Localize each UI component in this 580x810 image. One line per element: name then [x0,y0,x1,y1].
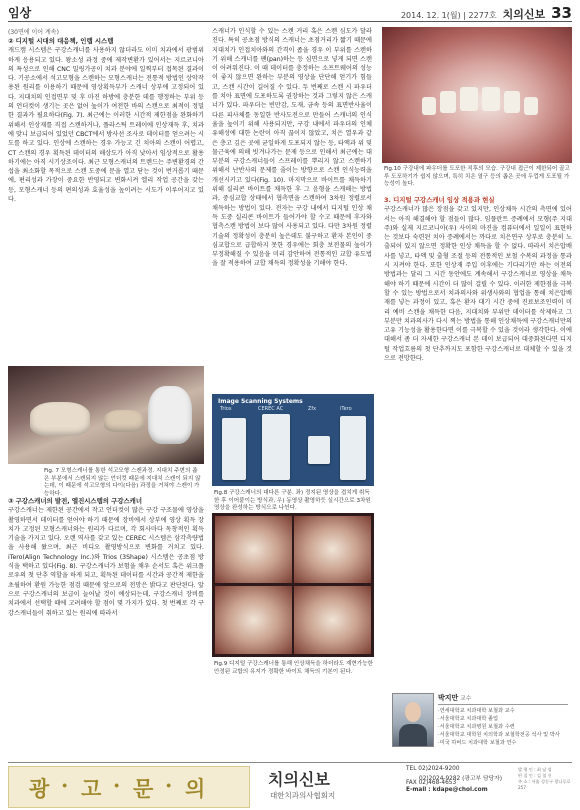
ad-logo-area [258,766,398,806]
ad-banner [8,766,572,806]
author-face-shape [405,702,421,722]
scanner-label: CEREC AC [258,406,284,412]
scanner-device-shape [308,436,330,464]
ad-inquiry-box [8,766,250,808]
section-heading-intraoral: ③ 구강스캐너의 발전, 엘진시스템의 구강스캐너 [8,497,143,505]
contact-tel-2: 02)2024-9282 (광고부 담당자) [419,776,503,782]
affiliation-item: ·미국 하버드 치과대학 보철과 연수 [438,740,517,746]
imprint-line: 편 집 인 : 김 철 신 [518,773,552,778]
dental-model-shape [30,402,90,436]
contact-tel: TEL 02)2024-9200 [406,766,460,772]
clinical-photo-panel [294,586,371,654]
affiliation-item: ·서울대학교 대학원 치의학과 보철학전공 석사 및 박사 [438,732,560,738]
author-rule [438,704,568,705]
clinical-photo-panel [215,516,292,583]
scanner-device-shape [222,418,246,480]
ad-rule [8,762,572,763]
figure-8-image [212,394,374,486]
clinical-photo-panel [215,586,292,654]
clinical-photo-panel [294,516,371,583]
figure-10-image [382,27,572,163]
ad-char: · [113,773,121,798]
figure-8-brand: Image Scanning Systems [218,398,303,405]
imprint-line: 주 소 : 서울 성동구 광나루로 257 [518,779,571,790]
ad-char: 문 [133,776,154,801]
column-1-top [8,27,204,362]
tooth-shape [460,87,478,111]
contact-email: E-mail : kdape@chol.com [406,787,488,793]
body-text: 캐드캠 시스템은 구강스캐너를 사용하지 않더라도 이미 치과에서 광범위하게 응용되고 있다. 왕소성 과정 중에 제작변환가 있어서는 지르코니아의 특성으로 인해 CNC 밀링가공이 치과 분야에 일찍부터 접목된 결과이다. 기공소에서 석고모형을 스캔하는 모형스캐너는 전통적 방법인 상악작용된 원리를 이용하기 때문에 영상획득부가 스캐너 상부에 고정되어 있다. 지대치의 인접면부 및 후 마진 하방에 충분한 데를 행정하는 부위 등의 언더컷이 생기는 곳은 없어 높이가 여전한 바의 스캔으로 최적이 정밀한 결과가 필요하다(Fig. 7). 최근에는 이러한 시간적 제한점을 완화하기 위해서 인상재를 직접 스캔하거나, 플라스틱 트레이에 인상재득 후, 치과에 맞니 보급되어 있었던 CBCT에서 방사선 조사로 데이터를 얻으려는 시도를 하고 있다. 인상에 스캔하는 경우 가능고 긴 치아의 스캔이 어렵고, CT 스캔의 경우 획득된 데이터의 해상도가 아직 낮아서 임상적으로 활용하기에는 아직 시기상조이다. 최근 모형스캐너의 트렌드는 주변환경의 간섭을 최소화할 목적으로 스캔 도중에 문을 열고 닫는 것이 번거롭기 때문에, 편리성과 가장이 중요한 반영되고 변화시켜 엘리 작업 공간을 갖는 등, 모형스캐너 등의 편의성과 효율성을 높이려는 시도가 이루어지고 있다. [8,47,204,204]
tooth-shape [524,97,538,115]
column-2-top [212,27,372,387]
ad-char: · [61,773,69,798]
tooth-shape [504,91,520,113]
ad-char: 의 [185,776,206,801]
ad-contact [406,766,572,806]
author-affiliations [438,707,560,747]
tooth-shape [440,91,456,113]
body-text: 스캐너가 인식할 수 있는 스캔 거리 혹은 스캔 심도가 달라진다. 특히 공초점 방식의 스캐너는 초점거리가 짧기 때문에 지대치가 인접치아와의 간격이 좁을 경우 이 부위를 스캔하기 위해 스캐너를 팬(pan)하는 등 심면으로 넣게 되면 스캔이 어려워진다. 이 때 데이터를 충정하는 소프트웨어의 성능이 좋지 않으면 완하는 부분의 영상을 단단해 얻기가 힘들고, 스캔 시간이 길어질 수 있다. 두 번째로 스캔 시 파우더를 치아 표면에 도포하도록 권장하는 것과 그렇지 않은 스캐너가 있다. 파우더는 빈만감, 도재, 금속 등의 표면반사율이 다른 피사체를 동일한 반사도전으로 만들어 스캐너의 인식율을 높이기 위해 사용되지만, 구강 내에서 파우더의 인체 유해성에 대한 논란이 아직 끊이지 않았고, 치은 열우과 같은 층고 깊은 곳에 균일하게 도포되지 않는 등, 타액과 위 및 물근육에 의해 빗겨나가는 문제 등으로 인해서 최근에는 대부분의 구강스캐너들이 스프레이를 뿌리지 않고 스캔하기 위해서 난반사의 문제를 줄이는 방향으로 스캔 인식능력을 개선시키고 있다(Fig. 10). 마지막으로 바이트를 채득하기 위해 실리콘 바이트를 채득한 후 그 음형을 스캐해는 방법과, 중심교합 상태에서 협측면을 스캔하여 3차원 정렬로서 채득하는 방법이 있다. 전자는 구강 내에서 디지털 인상 채득 도중 실리콘 바이트가 들어가야 할 수고 때문에 후자와 협측스캔 방법이 보다 많이 사용되고 있다. 다만 3차원 정렬 기술의 정확성이 충분히 높은데도 불구하고 환자 본인이 중심교합으로 급합하지 못한 경우에는 회충 보전물의 높이가 부정확해질 수 있음을 미리 감안하여 전통적인 교합 유도법을 잘 적용하여 교합 채득의 정확성을 기해야 한다. [212,28,372,268]
column-1-bottom [8,497,204,759]
page-number: 33 [551,4,572,22]
ad-char: 고 [81,776,102,801]
author-body-shape [399,724,427,746]
figure-8-caption: Fig.8 구강스캐너의 대다른 구분. 좌) 정지된 영상을 겹치게 취득한 후 이어붙이는 방식과, 우) 동영상 촬영하듯 실시간으로 3차원 영상을 완성하는 방식으로 나뉜다. [214,490,371,512]
scanner-label: Trios [220,406,232,412]
figure-7-caption: Fig. 7 모형스캐너를 통한 석고모형 스캔과정. 지대치 주변의 좁은 부분에서 스캔되지 않는 언더컷 때문에 지대치 스캔이 되지 않는데, 이 때문에 석고모형의 다이(다음) 과정을 거쳐야 스캔이 가능하다. [44,468,201,497]
tooth-shape [482,87,500,111]
figure-9-caption: Fig.9 디지털 구강스캐너를 통해 인상채득을 하더라도 재현가능한 안정된 교합의 유지가 정확한 바이트 채득의 기본이 된다. [214,661,374,675]
imprint-line: 발 행 인 : 최 남 섭 [518,767,552,772]
figure-9-image [212,513,374,657]
author-name [438,693,471,703]
author-name-text: 박지만 [438,694,459,702]
scanner-device-shape [262,414,290,480]
section-title: 임상 [8,6,32,20]
affiliation-item: ·서울대학교 치과병원 보철과 수련 [438,724,515,730]
author-title: 교수 [460,696,472,702]
contact-fax: FAX 02)468-4653 [406,780,457,786]
affiliation-item: ·연세대학교 치과대학 보철과 교수 [438,708,515,714]
ad-char: 광 [29,776,50,801]
tooth-shape [422,97,436,115]
column-3 [384,196,572,688]
scanner-device-shape [148,386,192,444]
figure-7-image [8,366,204,464]
continued-note: (30면에 이어 계속) [8,29,59,36]
dental-model-shape [104,410,144,432]
header-rule [8,21,572,22]
scanner-label: Zfx [308,406,317,412]
body-text: 구강스캐너가 많은 장점을 갖고 있지만, 인상채득 시간의 측면에 있어서는 아직 해결해야 할 점들이 많다. 임플란트 증례에서 모형(주 지대주)와 실제 지르코니아(우) 사이의 마진을 컴퓨터에서 일일이 표현하는 것보다 숙련된 치아 증례에서는 까다로 치은연구 상부로 충분히 노출되어 있지 않으면 정확한 인상 채득을 할 수 없다. 따라서 치은압배사를 넣고, 타액 및 출혈 조절 등의 전통적인 보철 수복의 과정을 통과시 지켜야 한다. 또한 인상재 주입 이후에는 기다리기만 하는 이전의 방법과는 달리 그 시간 동안에도 계속해서 구강스캐너로 영상을 채득해야 하기 때문에 시간이 더 많이 걸릴 수 있다. 이러한 제한점을 극복할 수 있는 방법으로서 치과의사와 위생사와의 협업을 통해 치은압배재를 넣는 과정이 있고, 혹은 환자 대기 시간 중에 진료보조인력이 미리 예비 스캔을 채득한 다음, 지대치와 부위만 데이터를 삭제하고 그 부분만 치과의사가 다시 찍는 방법을 통해 인상채득에 구강스캐너만의 고유 기능성을 활용한다면 이를 극복할 수 있을 것이라 생각한다. 이에 대해서 좀 더 자세한 구강스캐너 본 데이 보급되어 대중화된다면 디지털 작업흐름의 첫 단추까지도 포함한 구강스캐너로 대체할 수 있을 것으로 전망한다. [384,206,572,363]
ad-char: · [165,773,173,798]
section-heading-inlab: ② 디지털 시대의 대응책, 인랩 시스템 [8,37,114,45]
paper-subtitle: 대한치과의사협회지 [270,791,336,800]
affiliation-item: ·서울대학교 치과대학 졸업 [438,716,499,722]
page-header [0,0,580,22]
scanner-label: iTero [340,406,352,412]
author-box [392,693,572,751]
author-photo [392,693,434,747]
paper-logo: 치의신보 [268,770,330,789]
section-heading-clinical: 3. 디지털 구강스캐너 임상 적용과 현실 [384,196,495,204]
body-text: 구강스캐너는 제한된 공간에서 작고 언더컷이 많은 구강 구조물에 영상을 촬영하면서 데이터를 얻어야 하기 때문에 장비에서 상부에 영상 획득 장치가 고정된 모형스캐너와는 원리가 다르며, 각 회사마다 독창적인 획득 기술을 가지고 있다. 오랜 역사를 갖고 있는 CEREC 시스템은 삼각측량법을 사용해 왔으며, 최근 비디오 촬영방식으로 변화를 거치고 있다. iTero(Align Technology Inc.)와 Trios (3Shape) 시스템은 공초점 방식을 택하고 있다(Fig. 8). 구강스캐너가 보험을 채우 순서도 혹은 위크플로우의 첫 단추 역할을 하게 되고, 획득된 데이터를 시간과 공간적 제한을 초월하여 환원 가능한 점검 때문에 앞으로의 전망은 밝다고 판단된다. 앞으로 구강스캐너의 보급이 늘어날 것이 예상되는데, 구강스캐너 장비를 치과에서 선택할 때에 고려해야 할 점이 몇 가지가 있다. 첫 번째로 각 구강스캐너들이 취하고 있는 원리에 따라서 [8,507,204,617]
paper-name: 치의신보 [502,8,546,21]
scanner-device-shape [340,416,366,480]
figure-10-caption: Fig.10 구강내에 파우더를 도포한 직후의 모습. 구강내 접근이 제한되어 골고루 도포하기가 쉽지 않으며, 특히 치은 열구 등의 좁은 곳에 두껍게 도포될 가능성이 높다. [384,166,570,188]
issue-date: 2014. 12. 1(월) | 2277호 [400,11,497,20]
header-meta [401,4,572,22]
